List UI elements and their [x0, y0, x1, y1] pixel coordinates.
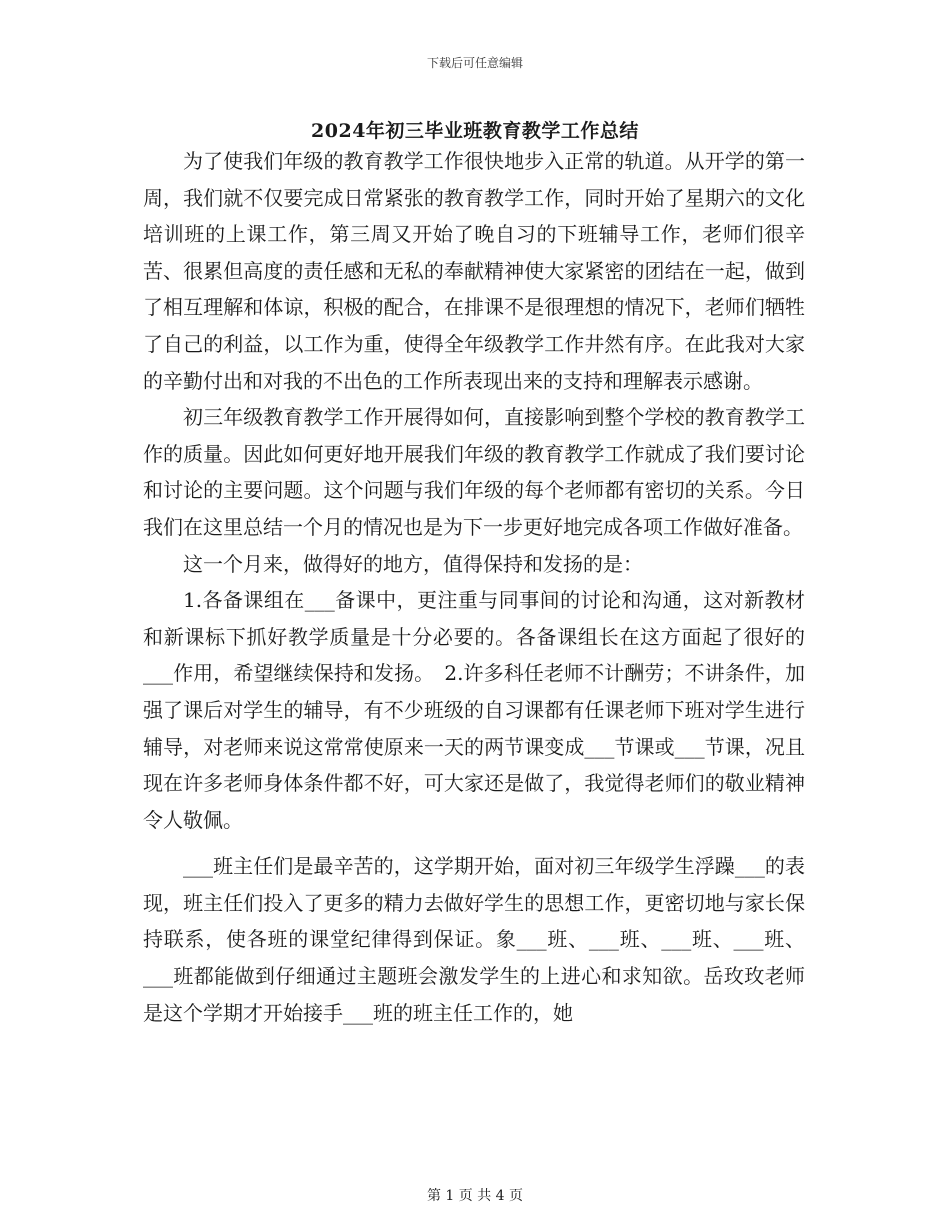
paragraph-summary-lead: 这一个月来，做得好的地方，值得保持和发扬的是： — [183, 551, 643, 576]
paragraph-intro: 为了使我们年级的教育教学工作很快地步入正常的轨道。从开学的第一周，我们就不仅要完成日常紧张的教育教学工作，同时开始了星期六的文化培训班的上课工作，第三周又开始了晚自习的下班辅导工作，老师们很辛苦、很累但高度的责任感和无私的奉献精神使大家紧密的团结在一起，做到了相互理解和体谅，积极的配合，在排课不是很理想的情况下，老师们牺牲了自己的利益，以工作为重，使得全年级教学工作井然有序。在此我对大家的辛勤付出和对我的不出色的工作所表现出来的支持和理解表示感谢。 — [143, 149, 805, 393]
document-title: 2024年初三毕业班教育教学工作总结 — [311, 120, 639, 142]
paragraph-importance: 初三年级教育教学工作开展得如何，直接影响到整个学校的教育教学工作的质量。因此如何更好地开展我们年级的教育教学工作就成了我们要讨论和讨论的主要问题。这个问题与我们年级的每个老师都有密切的关系。今日我们在这里总结一个月的情况也是为下一步更好地完成各项工作做好准备。 — [143, 405, 805, 539]
page-header-note: 下载后可任意编辑 — [426, 56, 523, 70]
page-number: 第 1 页 共 4 页 — [426, 1188, 524, 1204]
document-body — [143, 143, 805, 1031]
paragraph-head-teachers: ___班主任们是最辛苦的，这学期开始，面对初三年级学生浮躁___的表现，班主任们投入了更多的精力去做好学生的思想工作，更密切地与家长保持联系，使各班的课堂纪律得到保证。象___班、___班、___班、___班、___班都能做到仔细通过主题班会激发学生的上进心和求知欲。岳玫玫老师是这个学期才开始接手___班的班主任工作的，她 — [143, 854, 805, 1025]
paragraph-points: 1.各备课组在___备课中，更注重与同事间的讨论和沟通，这对新教材和新课标下抓好教学质量是十分必要的。各备课组长在这方面起了很好的___作用，希望继续保持和发扬。 2.许多科任老师不计酬劳；不讲条件，加强了课后对学生的辅导，有不少班级的自习课都有任课老师下班对学生进行辅导，对老师来说这常常使原来一天的两节课变成___节课或___节课，况且现在许多老师身体条件都不好，可大家还是做了，我觉得老师们的敬业精神令人敬佩。 — [143, 588, 805, 832]
